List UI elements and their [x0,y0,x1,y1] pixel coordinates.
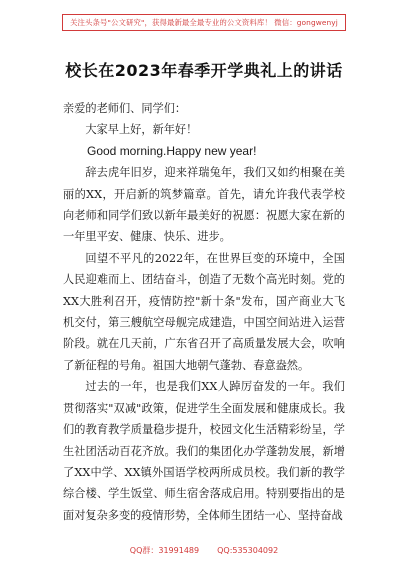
promo-banner: 关注头条号"公文研究"，获得最新最全最专业的公文资料库！ 微信：gongwenyj [62,14,346,31]
body-paragraph: 回望不平凡的2022年，在世界巨变的环境中，全国人民迎难而上、团结奋斗，创造了无数个高光时刻。党的XX大胜利召开，疫情防控"新十条"发布，国产商业大飞机交付，第三艘航空母舰完成建造，中国空间站进入运营阶段。就在几天前，广东省召开了高质量发展大会，吹响了新征程的号角。祖国大地朝气蓬勃、春意盎然。 [63,251,345,372]
qq-contact-text: QQ:535304092 [217,546,279,555]
body-paragraph: 过去的一年，也是我们XX人踔厉奋发的一年。我们贯彻落实"双减"政策，促进学生全面发展和健康成长。我们的教育教学质量稳步提升，校园文化生活精彩纷呈，学生社团活动百花齐放。我们的集团化办学蓬勃发展，新增了XX中学、XX镇外国语学校两所成员校。我们新的教学综合楼、学生饭堂、师生宿舍落成启用。特别要指出的是面对复杂多变的疫情形势，全体师生团结一心、坚持奋战 [63,380,345,522]
qq-group-text: QQ群：31991489 [129,546,200,555]
salutation: 亲爱的老师们、同学们： [63,102,187,115]
document-title: 校长在2023年春季开学典礼上的讲话 [65,61,343,80]
english-greeting-paragraph: Good morning.Happy new year! [87,143,257,158]
contact-footer [0,545,408,556]
document-body [63,98,345,526]
greeting-paragraph: 大家早上好，新年好！ [85,123,198,137]
body-paragraph: 辞去虎年旧岁，迎来祥瑞兔年，我们又如约相聚在美丽的XX，开启新的筑梦篇章。首先，请允许我代表学校向老师和同学们致以新年最美好的祝愿：祝愿大家在新的一年里平安、健康、快乐、进步。 [63,166,345,244]
